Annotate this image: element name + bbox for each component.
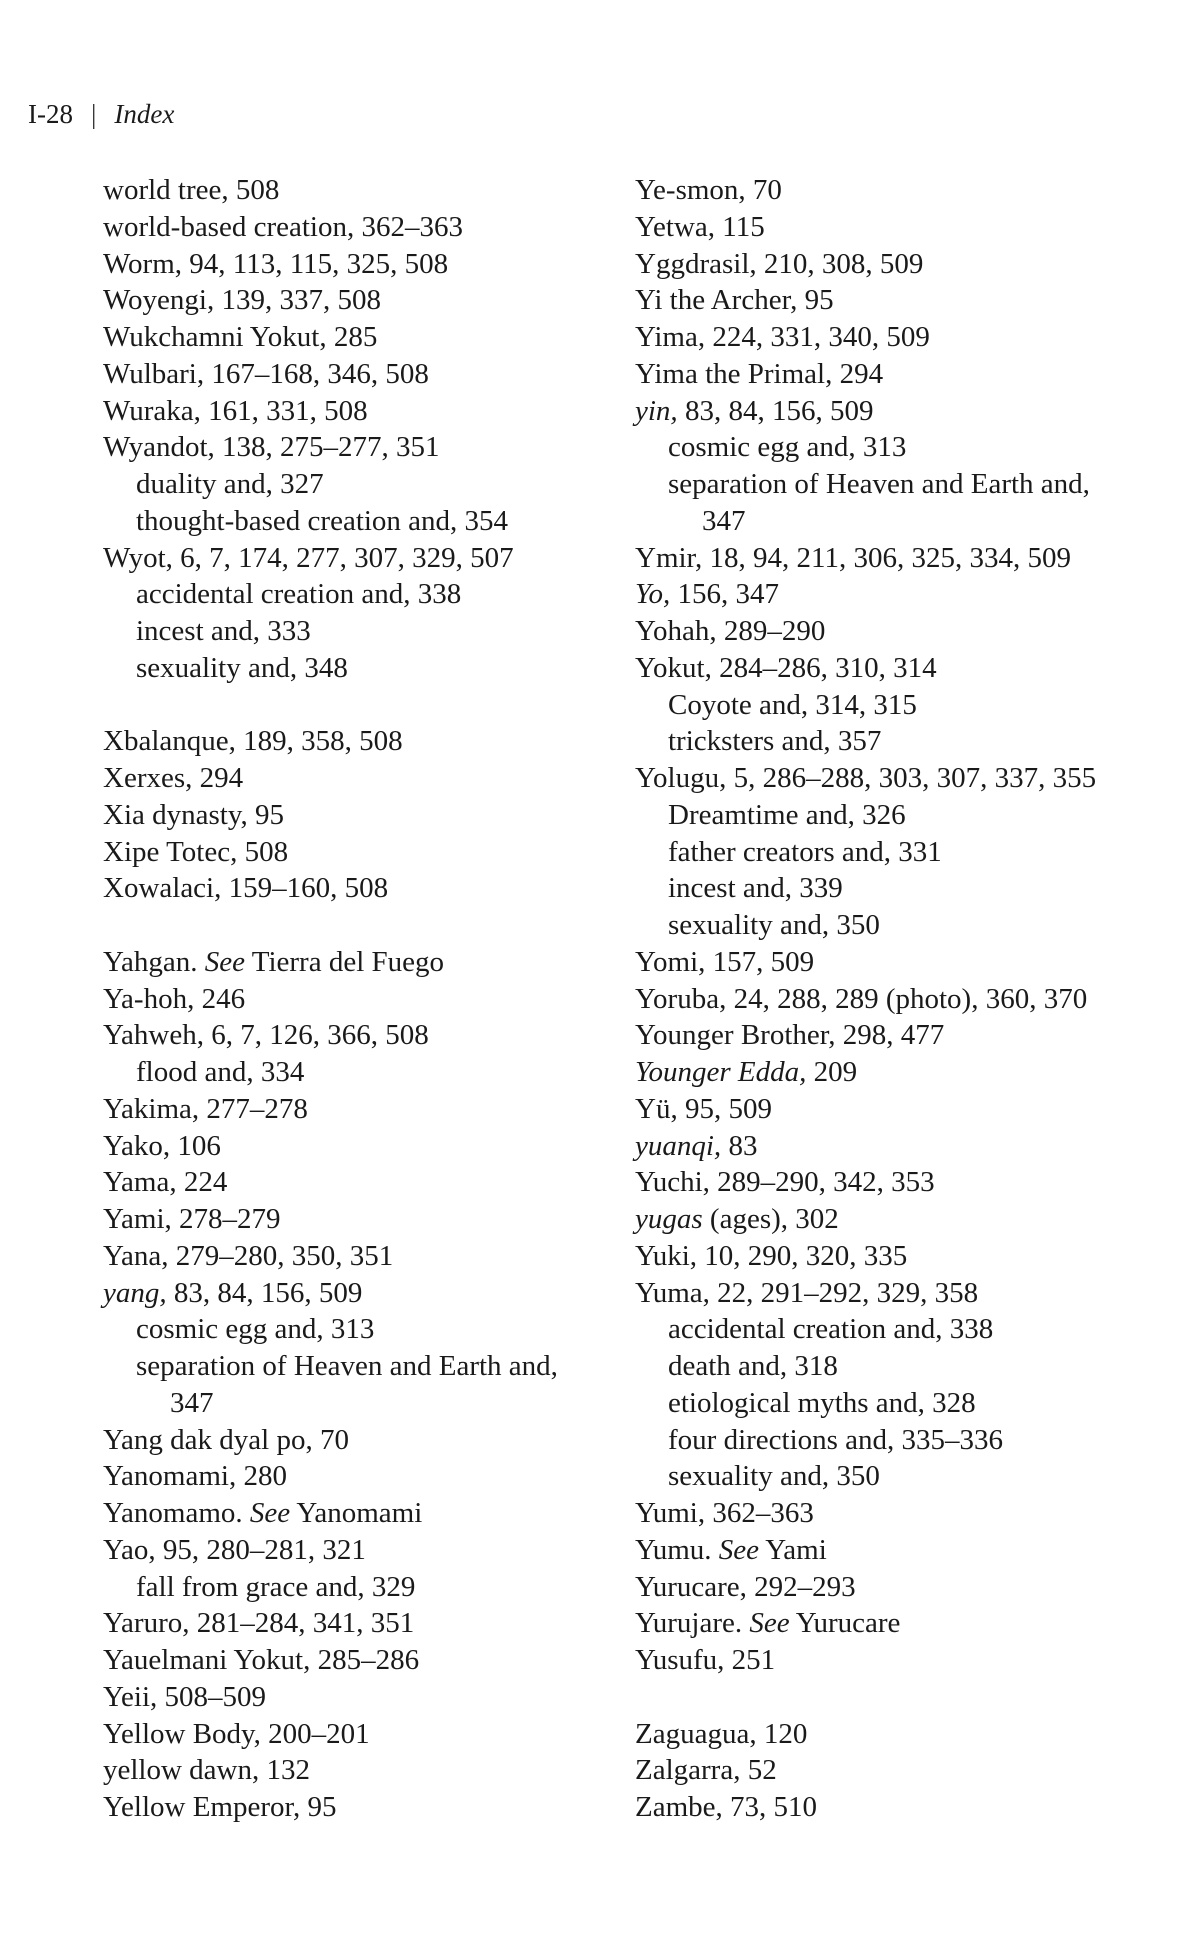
index-entry [635, 319, 1195, 356]
entry-text: thought-based creation and, 354 [136, 504, 509, 537]
letter-group-spacer [103, 687, 623, 724]
index-entry [103, 1642, 623, 1679]
entry-text: father creators and, 331 [668, 835, 942, 868]
entry-text: 83, 84, 156, 509 [677, 394, 874, 427]
index-entry [103, 1164, 623, 1201]
index-entry [103, 393, 623, 430]
entry-text: Yoruba, 24, 288, 289 (photo), 360, 370 [635, 982, 1088, 1015]
entry-text: yin, [635, 394, 678, 427]
entry-text: 209 [806, 1056, 858, 1088]
index-subentry [103, 503, 623, 540]
entry-text: Yurucare, 292–293 [635, 1570, 856, 1603]
entry-text: Yauelmani Yokut, 285–286 [103, 1644, 420, 1676]
entry-text: See [718, 1533, 760, 1566]
index-entry [103, 1017, 623, 1054]
entry-text: sexuality and, 348 [136, 651, 348, 684]
entry-text: Yumu. [635, 1533, 719, 1566]
index-subentry [635, 1311, 1195, 1348]
entry-text: Zaguagua, 120 [635, 1717, 808, 1750]
index-entry [635, 1532, 1195, 1569]
index-entry [635, 1238, 1195, 1275]
index-subentry [635, 723, 1195, 760]
index-entry [635, 1752, 1195, 1789]
index-entry [635, 613, 1195, 650]
index-entry [103, 246, 623, 283]
index-entry [103, 540, 623, 577]
index-entry [103, 1679, 623, 1716]
entry-text: 347 [702, 504, 746, 537]
entry-text: tricksters and, 357 [668, 725, 882, 758]
index-entry [103, 1532, 623, 1569]
entry-text: Dreamtime and, 326 [668, 798, 906, 831]
index-entry [635, 1201, 1195, 1238]
entry-text: flood and, 334 [136, 1056, 305, 1088]
entry-text: Ya-hoh, 246 [103, 982, 246, 1015]
section-title: Index [114, 99, 175, 129]
index-subentry [635, 834, 1195, 871]
entry-text: Yahgan. [103, 945, 205, 978]
entry-text: Younger Brother, 298, 477 [635, 1019, 945, 1052]
index-entry [103, 1238, 623, 1275]
entry-text: Wyot, 6, 7, 174, 277, 307, 329, 507 [103, 541, 514, 574]
entry-text: 83 [721, 1129, 758, 1162]
entry-text: Zalgarra, 52 [635, 1754, 777, 1787]
index-subentry [103, 650, 623, 687]
index-entry [635, 540, 1195, 577]
entry-text: duality and, 327 [136, 468, 324, 500]
index-subentry [635, 1385, 1195, 1422]
entry-text: Yuki, 10, 290, 320, 335 [635, 1239, 908, 1272]
entry-text: Yanomami [290, 1497, 423, 1529]
entry-text: Xerxes, 294 [103, 762, 244, 794]
entry-text: Wyandot, 138, 275–277, 351 [103, 431, 440, 464]
index-entry [103, 172, 623, 209]
index-subentry [635, 1458, 1195, 1495]
entry-text: cosmic egg and, 313 [136, 1313, 375, 1346]
page-number: I-28 [28, 99, 73, 129]
index-entry [103, 1495, 623, 1532]
entry-text: Yama, 224 [103, 1166, 228, 1199]
index-subentry [635, 1348, 1195, 1385]
index-entry [103, 429, 623, 466]
entry-text: four directions and, 335–336 [668, 1423, 1004, 1456]
index-entry-continuation [103, 1385, 623, 1422]
index-entry [103, 282, 623, 319]
entry-text: Yurujare. [635, 1607, 750, 1640]
index-entry [635, 1716, 1195, 1753]
index-entry [635, 1495, 1195, 1532]
entry-text: Zambe, 73, 510 [635, 1791, 818, 1823]
entry-text: yellow dawn, 132 [103, 1754, 310, 1787]
index-entry [103, 760, 623, 797]
entry-text: incest and, 333 [136, 615, 311, 647]
entry-text: Xowalaci, 159–160, 508 [103, 872, 389, 905]
entry-text: Worm, 94, 113, 115, 325, 508 [103, 247, 449, 280]
entry-text: Yaruro, 281–284, 341, 351 [103, 1607, 415, 1640]
index-entry [635, 1017, 1195, 1054]
index-entry [103, 209, 623, 246]
index-entry [103, 981, 623, 1018]
entry-text: Yanomami, 280 [103, 1460, 287, 1493]
entry-text: yuanqi, [635, 1129, 722, 1162]
entry-text: Xbalanque, 189, 358, 508 [103, 725, 403, 758]
entry-text: Yahweh, 6, 7, 126, 366, 508 [103, 1019, 429, 1052]
index-entry [635, 650, 1195, 687]
index-entry [635, 1091, 1195, 1128]
index-subentry [103, 576, 623, 613]
entry-text: world tree, 508 [103, 174, 280, 206]
index-entry [635, 981, 1195, 1018]
entry-text: Xipe Totec, 508 [103, 835, 289, 868]
letter-group-spacer [635, 1679, 1195, 1716]
index-subentry [635, 466, 1195, 503]
entry-text: See [749, 1607, 790, 1640]
index-column-right [635, 172, 1195, 1826]
entry-text: See [204, 945, 246, 978]
index-entry [635, 1569, 1195, 1606]
entry-text: accidental creation and, 338 [136, 578, 462, 611]
entry-text: 156, 347 [670, 578, 779, 611]
index-entry [103, 1605, 623, 1642]
index-column-left [103, 172, 623, 1826]
index-entry [103, 1091, 623, 1128]
entry-text: Ye-smon, 70 [635, 174, 782, 206]
entry-text: Yokut, 284–286, 310, 314 [635, 651, 937, 684]
index-entry [103, 319, 623, 356]
entry-text: incest and, 339 [668, 872, 843, 905]
entry-text: separation of Heaven and Earth and, [136, 1350, 558, 1382]
entry-text: Yima, 224, 331, 340, 509 [635, 321, 930, 353]
entry-text: Xia dynasty, 95 [103, 798, 284, 831]
index-entry [635, 1164, 1195, 1201]
entry-text: Yggdrasil, 210, 308, 509 [635, 247, 924, 280]
index-entry [635, 209, 1195, 246]
entry-text: 83, 84, 156, 509 [166, 1276, 363, 1309]
index-entry [635, 246, 1195, 283]
index-subentry [635, 1422, 1195, 1459]
index-entry [635, 760, 1195, 797]
entry-text: Yo, [635, 578, 671, 611]
entry-text: Yang dak dyal po, 70 [103, 1423, 349, 1456]
index-subentry [103, 1348, 623, 1385]
index-subentry [103, 613, 623, 650]
entry-text: Younger Edda, [635, 1056, 807, 1088]
entry-text: Wuraka, 161, 331, 508 [103, 394, 368, 427]
index-entry [103, 356, 623, 393]
index-entry [635, 393, 1195, 430]
index-entry [103, 944, 623, 981]
entry-text: Yumi, 362–363 [635, 1497, 814, 1529]
entry-text: Yima the Primal, 294 [635, 357, 884, 390]
entry-text: sexuality and, 350 [668, 1460, 880, 1493]
entry-text: Yao, 95, 280–281, 321 [103, 1533, 366, 1566]
entry-text: Yurucare [789, 1607, 901, 1640]
index-subentry [103, 466, 623, 503]
index-subentry [103, 1311, 623, 1348]
index-entry [635, 1128, 1195, 1165]
index-entry [103, 1752, 623, 1789]
index-entry [635, 282, 1195, 319]
index-subentry [103, 1054, 623, 1091]
index-entry [103, 834, 623, 871]
index-entry [103, 723, 623, 760]
index-entry-continuation [635, 503, 1195, 540]
index-entry [103, 1458, 623, 1495]
index-entry [635, 1275, 1195, 1312]
entry-text: Yanomamo. [103, 1497, 250, 1529]
letter-group-spacer [103, 907, 623, 944]
entry-text: 347 [170, 1386, 214, 1419]
entry-text: fall from grace and, 329 [136, 1570, 416, 1603]
header-separator: | [90, 99, 97, 129]
index-entry [103, 1275, 623, 1312]
entry-text: Yohah, 289–290 [635, 615, 826, 647]
index-subentry [635, 907, 1195, 944]
entry-text: yugas [635, 1203, 703, 1235]
running-head [28, 98, 174, 130]
entry-text: yang, [103, 1276, 167, 1309]
entry-text: Yuchi, 289–290, 342, 353 [635, 1166, 935, 1199]
entry-text: etiological myths and, 328 [668, 1386, 976, 1419]
entry-text: world-based creation, 362–363 [103, 210, 463, 243]
entry-text: Yeii, 508–509 [103, 1680, 267, 1713]
index-subentry [635, 797, 1195, 834]
entry-text: Woyengi, 139, 337, 508 [103, 284, 381, 317]
index-entry [103, 1201, 623, 1238]
entry-text: Yolugu, 5, 286–288, 303, 307, 337, 355 [635, 762, 1097, 794]
index-entry [635, 576, 1195, 613]
entry-text: See [249, 1497, 291, 1529]
index-entry [635, 1642, 1195, 1679]
entry-text: Yellow Body, 200–201 [103, 1717, 370, 1750]
entry-text: Ymir, 18, 94, 211, 306, 325, 334, 509 [635, 541, 1071, 574]
entry-text: Yetwa, 115 [635, 210, 765, 243]
entry-text: Coyote and, 314, 315 [668, 688, 917, 721]
entry-text: Yusufu, 251 [635, 1644, 776, 1676]
index-entry [635, 356, 1195, 393]
index-subentry [635, 870, 1195, 907]
index-entry [103, 1789, 623, 1826]
entry-text: Yi the Archer, 95 [635, 284, 834, 317]
entry-text: death and, 318 [668, 1350, 838, 1382]
entry-text: Yü, 95, 509 [635, 1092, 772, 1125]
index-entry [103, 1128, 623, 1165]
index-entry [103, 1422, 623, 1459]
entry-text: Yami [759, 1533, 827, 1566]
entry-text: Yami, 278–279 [103, 1203, 281, 1235]
index-entry [103, 1716, 623, 1753]
entry-text: Wukchamni Yokut, 285 [103, 321, 378, 353]
entry-text: Yellow Emperor, 95 [103, 1791, 337, 1823]
index-subentry [635, 687, 1195, 724]
entry-text: Yomi, 157, 509 [635, 945, 815, 978]
entry-text: Yako, 106 [103, 1129, 221, 1162]
entry-text: (ages), 302 [702, 1203, 839, 1235]
entry-text: Yana, 279–280, 350, 351 [103, 1239, 394, 1272]
index-entry [635, 1054, 1195, 1091]
entry-text: Yakima, 277–278 [103, 1092, 308, 1125]
index-subentry [103, 1569, 623, 1606]
index-subentry [635, 429, 1195, 466]
index-entry [103, 870, 623, 907]
index-entry [635, 1789, 1195, 1826]
entry-text: accidental creation and, 338 [668, 1313, 994, 1346]
entry-text: sexuality and, 350 [668, 909, 880, 941]
entry-text: separation of Heaven and Earth and, [668, 468, 1090, 500]
index-entry [635, 944, 1195, 981]
index-entry [103, 797, 623, 834]
entry-text: Tierra del Fuego [245, 945, 445, 978]
entry-text: Wulbari, 167–168, 346, 508 [103, 357, 429, 390]
index-entry [635, 172, 1195, 209]
entry-text: Yuma, 22, 291–292, 329, 358 [635, 1276, 979, 1309]
entry-text: cosmic egg and, 313 [668, 431, 907, 464]
index-entry [635, 1605, 1195, 1642]
